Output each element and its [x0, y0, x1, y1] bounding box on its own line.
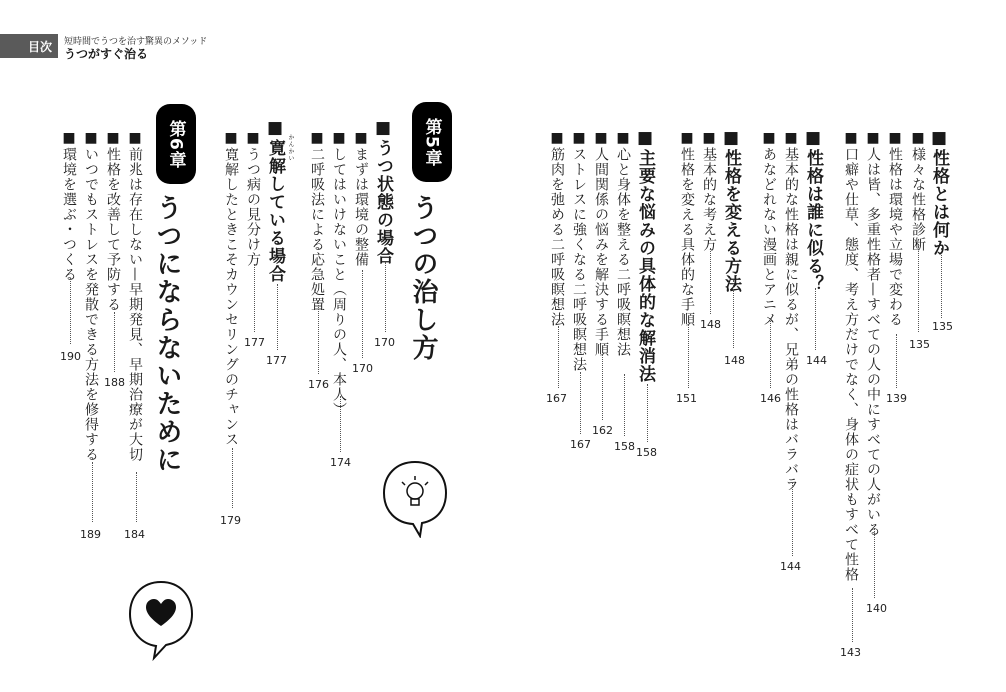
leader-dots — [852, 588, 853, 642]
toc-tag: 目次 — [0, 34, 58, 58]
toc-entry: ■性格を変える具体的な手順 — [679, 130, 695, 327]
leader-dots — [114, 312, 115, 372]
toc-entry: ■二呼吸法による応急処置 — [309, 130, 325, 312]
toc-heading: ■性格は誰に似る？ — [803, 128, 823, 293]
toc-entry: ■基本的な性格は親に似るが、兄弟の性格はバラバラ — [783, 130, 799, 492]
toc-entry: ■様々な性格診断 — [910, 130, 926, 252]
heart-speech-icon — [124, 578, 198, 662]
toc-entry: ■口癖や仕草、態度、考え方だけでなく、身体の症状もすべて性格 — [843, 130, 859, 582]
toc-heading: ■寛解している場合 — [265, 118, 285, 283]
leader-dots — [385, 262, 386, 332]
leader-dots — [580, 372, 581, 434]
page-number: 135 — [909, 338, 930, 351]
page-number: 184 — [124, 528, 145, 541]
chapter-badge: 第5章 — [412, 102, 452, 182]
leader-dots — [558, 326, 559, 388]
page-number: 148 — [724, 354, 745, 367]
page-number: 158 — [614, 440, 635, 453]
page-number: 143 — [840, 646, 861, 659]
leader-dots — [941, 248, 942, 318]
page-header — [0, 0, 1006, 70]
toc-entry: ■うつ病の見分け方 — [245, 130, 261, 267]
leader-dots — [792, 482, 793, 556]
leader-dots — [277, 284, 278, 350]
leader-dots — [318, 300, 319, 374]
leader-dots — [874, 528, 875, 598]
leader-dots — [647, 384, 648, 442]
page-number: 188 — [104, 376, 125, 389]
chapter-badge: 第6章 — [156, 104, 196, 184]
lightbulb-speech-icon — [378, 458, 452, 538]
toc-entry: ■してはいけないこと（周りの人、本人） — [331, 130, 347, 417]
page-number: 144 — [806, 354, 827, 367]
chapter-title: うつの治し方 — [408, 194, 438, 362]
page-number: 167 — [570, 438, 591, 451]
page-number: 135 — [932, 320, 953, 333]
toc-heading: ■性格とは何か — [929, 128, 949, 257]
leader-dots — [733, 280, 734, 348]
toc-heading: ■性格を変える方法 — [721, 128, 741, 293]
toc-entry: ■筋肉を弛める二呼吸瞑想法 — [549, 130, 565, 327]
page-number: 140 — [866, 602, 887, 615]
page-number: 146 — [760, 392, 781, 405]
leader-dots — [340, 396, 341, 452]
toc-entry: ■ストレスに強くなる二呼吸瞑想法 — [571, 130, 587, 372]
page-number: 176 — [308, 378, 329, 391]
toc-entry: ■あなどれない漫画とアニメ — [761, 130, 777, 327]
leader-dots — [362, 270, 363, 358]
leader-dots — [602, 354, 603, 420]
leader-dots — [232, 448, 233, 508]
page-number: 174 — [330, 456, 351, 469]
leader-dots — [770, 318, 771, 388]
page-number: 158 — [636, 446, 657, 459]
page-number: 139 — [886, 392, 907, 405]
page-number: 189 — [80, 528, 101, 541]
toc-entry: ■人間関係の悩みを解決する手順 — [593, 130, 609, 357]
toc-entry: ■前兆は存在しない—早期発見、早期治療が大切 — [127, 130, 143, 462]
toc-entry: ■性格は環境や立場で変わる — [887, 130, 903, 327]
toc-entry: ■いつでもストレスを発散できる方法を修得する — [83, 130, 99, 462]
leader-dots — [254, 264, 255, 332]
page-number: 179 — [220, 514, 241, 527]
leader-dots — [70, 278, 71, 344]
toc-entry: ■環境を選ぶ・つくる — [61, 130, 77, 282]
page-number: 167 — [546, 392, 567, 405]
page-number: 148 — [700, 318, 721, 331]
page-number: 177 — [266, 354, 287, 367]
page-number: 177 — [244, 336, 265, 349]
leader-dots — [136, 472, 137, 522]
toc-entry: ■寛解したときこそカウンセリングのチャンス — [223, 130, 239, 447]
page-number: 151 — [676, 392, 697, 405]
leader-dots — [815, 288, 816, 350]
toc-entry: ■基本的な考え方 — [701, 130, 717, 252]
toc-heading: ■主要な悩みの具体的な解消法 — [635, 128, 655, 383]
toc-heading: ■うつ状態の場合 — [373, 118, 393, 265]
toc-entry: ■まずは環境の整備 — [353, 130, 369, 267]
page-number: 190 — [60, 350, 81, 363]
leader-dots — [92, 462, 93, 522]
page-number: 170 — [352, 362, 373, 375]
leader-dots — [918, 246, 919, 332]
leader-dots — [688, 324, 689, 388]
toc-entry: ■人は皆、多重性格者—すべての人の中にすべての人がいる — [865, 130, 881, 537]
leader-dots — [710, 248, 711, 314]
book-subtitle: 短時間でうつを治す驚異のメソッド — [64, 37, 208, 47]
leader-dots — [624, 374, 625, 436]
leader-dots — [896, 334, 897, 388]
page-number: 170 — [374, 336, 395, 349]
chapter-title: うつにならないために — [152, 194, 182, 474]
toc-entry: ■心と身体を整える二呼吸瞑想法 — [615, 130, 631, 357]
book-title: うつがすぐ治る — [64, 47, 149, 61]
ruby-reading: かんかい — [287, 134, 294, 162]
page-number: 162 — [592, 424, 613, 437]
toc-entry: ■性格を改善して予防する — [105, 130, 121, 312]
page-number: 144 — [780, 560, 801, 573]
